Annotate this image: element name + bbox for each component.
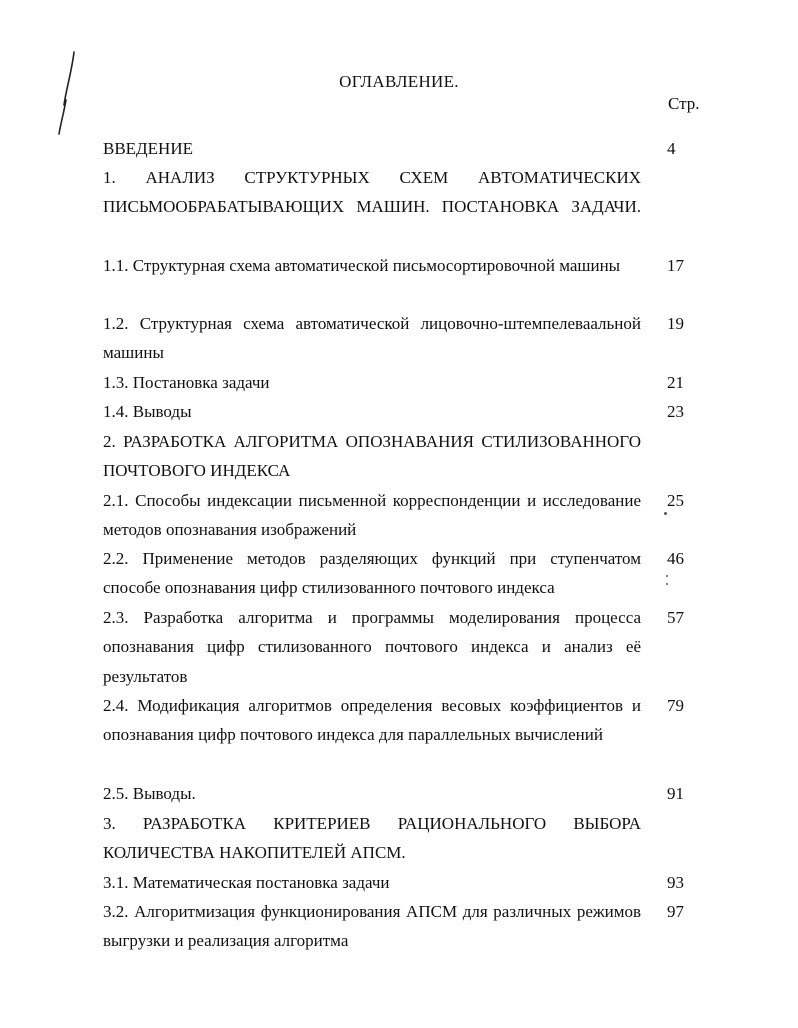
toc-entry-text: 2.3. Разработка алгоритма и программы моделирования процесса опознавания цифр стилизованного почтового индекса и анализ её результатов (103, 608, 641, 686)
toc-entry-text: 2.1. Способы индексации письменной корреспонденции и исследование методов опознавания изображений (103, 491, 641, 540)
toc-entry-page: 57 (667, 608, 684, 627)
document-title: ОГЛАВЛЕНИЕ. (339, 72, 459, 91)
handwritten-margin-mark (52, 50, 82, 140)
toc-entry-page: 17 (667, 256, 684, 275)
toc-entry-text: 3.1. Математическая постановка задачи (103, 873, 390, 892)
toc-entry-text: 1.3. Постановка задачи (103, 373, 270, 392)
toc-entry-page: 4 (667, 139, 676, 158)
toc-entry-text: 3. РАЗРАБОТКА КРИТЕРИЕВ РАЦИОНАЛЬНОГО ВЫБОРА КОЛИЧЕСТВА НАКОПИТЕЛЕЙ АПСМ. (103, 814, 641, 863)
toc-entry-page: 21 (667, 373, 684, 392)
scan-speck (666, 575, 668, 577)
toc-entry (103, 309, 684, 368)
toc-entry-text: ВВЕДЕНИЕ (103, 139, 193, 158)
toc-entry (103, 544, 684, 603)
toc-entry-page: 79 (667, 696, 684, 715)
toc-entry-text: 3.2. Алгоритмизация функционирования АПСМ для различных режимов выгрузки и реализация алгоритма (103, 902, 641, 951)
toc-entry (103, 397, 684, 426)
toc-entry-page: 25 (667, 491, 684, 510)
toc-entry (103, 809, 641, 868)
toc-entry-text: 1.1. Структурная схема автоматической письмосортировочной машины (103, 256, 621, 275)
toc-entry (103, 163, 641, 222)
toc-entry (103, 603, 684, 691)
toc-entry (103, 779, 684, 808)
toc-entry-page: 91 (667, 784, 684, 803)
toc-entry-text: 2. РАЗРАБОТКА АЛГОРИТМА ОПОЗНАВАНИЯ СТИЛИЗОВАННОГО ПОЧТОВОГО ИНДЕКСА (103, 432, 641, 481)
toc-entry-page: 23 (667, 402, 684, 421)
toc-entry-text: 2.2. Применение методов разделяющих функций при ступенчатом способе опознавания цифр стилизованного почтового индекса (103, 549, 641, 598)
toc-entry-text: 1.2. Структурная схема автоматической лицовочно-штемпелеваальной машины (103, 314, 641, 363)
toc-entry-text: 1. АНАЛИЗ СТРУКТУРНЫХ СХЕМ АВТОМАТИЧЕСКИХ ПИСЬМООБРАБАТЫВАЮЩИХ МАШИН. ПОСТАНОВКА ЗАДАЧИ. (103, 168, 641, 217)
toc-entry (103, 251, 684, 280)
toc-entry-text: 1.4. Выводы (103, 402, 192, 421)
scan-speck (666, 583, 668, 585)
toc-entry-page: 93 (667, 873, 684, 892)
toc-entry (103, 368, 684, 397)
toc-entry (103, 427, 641, 486)
page-column-label: Стр. (668, 94, 700, 113)
toc-entry-text: 2.5. Выводы. (103, 784, 196, 803)
toc-entry (103, 897, 684, 956)
toc-entry (103, 691, 684, 750)
toc-entry-page: 46 (667, 549, 684, 568)
toc-entry-page: 97 (667, 902, 684, 921)
toc-entry-page: 19 (667, 314, 684, 333)
toc-entry (103, 134, 676, 163)
toc-entry-text: 2.4. Модификация алгоритмов определения весовых коэффициентов и опознавания цифр почтового индекса для параллельных вычислений (103, 696, 641, 745)
toc-entry (103, 486, 684, 545)
toc-entry (103, 868, 684, 897)
